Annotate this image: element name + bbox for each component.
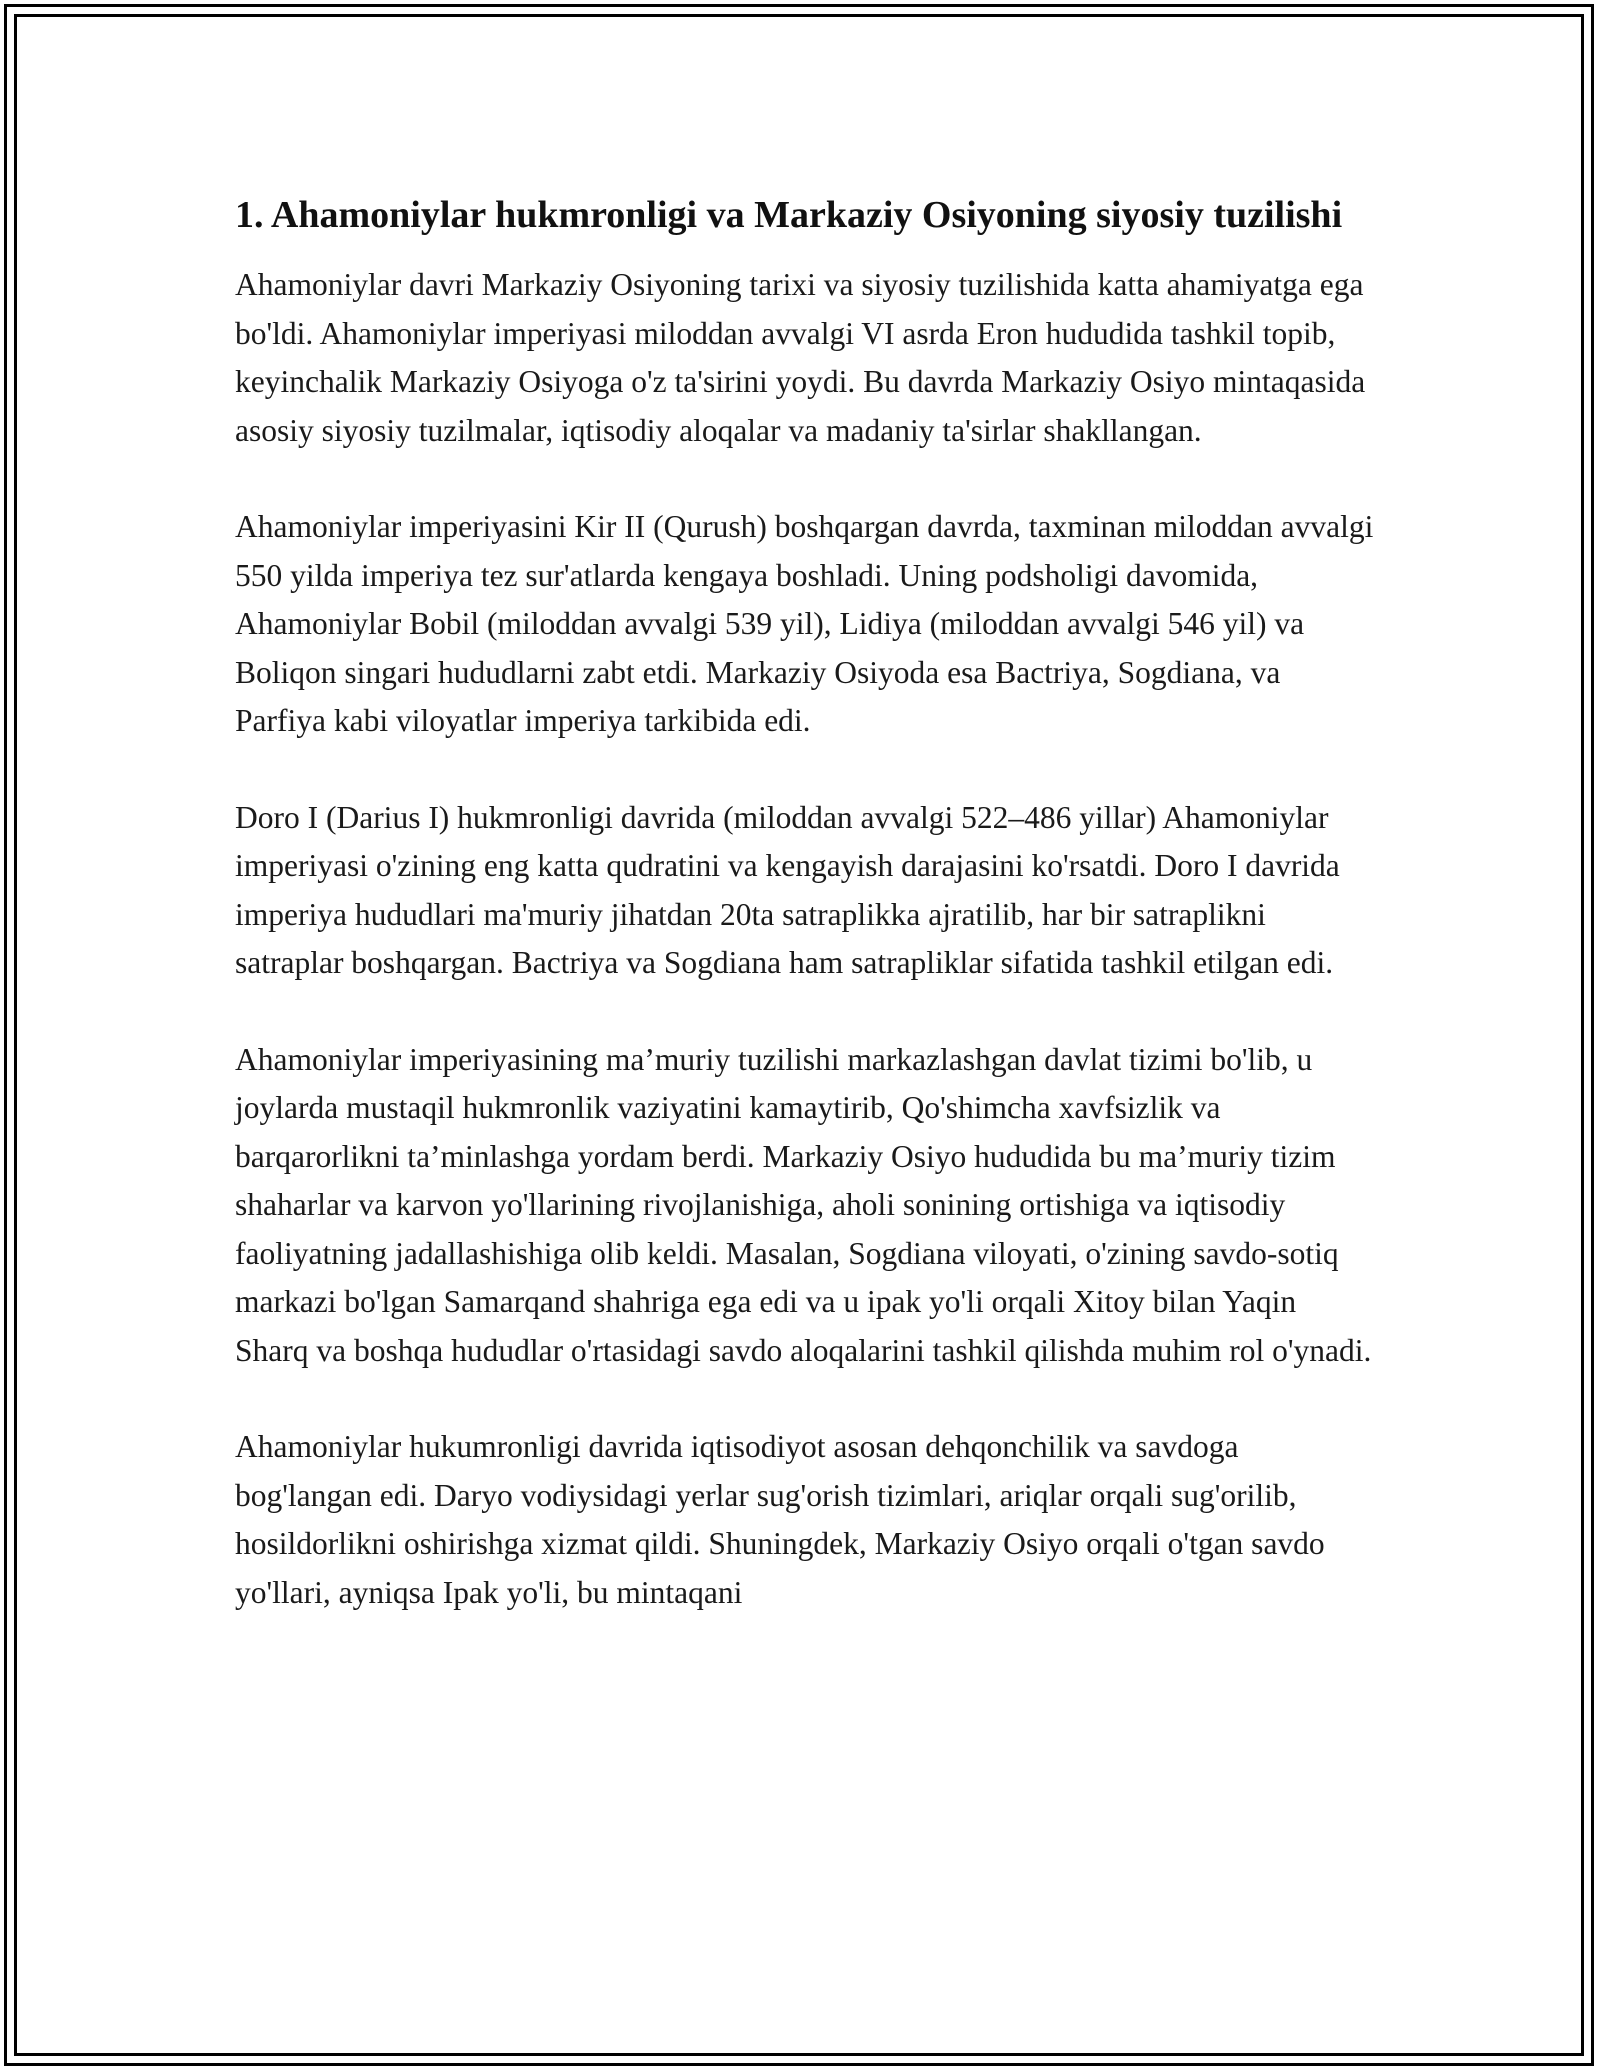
paragraph-3: Doro I (Darius I) hukmronligi davrida (miloddan avvalgi 522–486 yillar) Ahamoniylar imperiyasi o'zining eng katta qudratini va kengayish darajasini ko'rsatdi. Doro I davrida imperiya hududlari ma'muriy jihatdan 20ta satraplikka ajratilib, har bir satraplikni satraplar boshqargan. Bactriya va Sogdiana ham satrapliklar sifatida tashkil etilgan edi.: [235, 799, 1340, 980]
document-body: [235, 188, 1375, 1617]
paragraph-4: Ahamoniylar imperiyasining ma’muriy tuzilishi markazlashgan davlat tizimi bo'lib, u joylarda mustaqil hukmronlik vaziyatini kamaytirib, Qo'shimcha xavfsizlik va barqarorlikni ta’minlashga yordam berdi. Markaziy Osiyo hududida bu ma’muriy tizim shaharlar va karvon yo'llarining rivojlanishiga, aholi sonining ortishiga va iqtisodiy faoliyatning jadallashishiga olib keldi. Masalan, Sogdiana viloyati, o'zining savdo-sotiq markazi bo'lgan Samarqand shahriga ega edi va u ipak yo'li orqali Xitoy bilan Yaqin Sharq va boshqa hududlar o'rtasidagi savdo aloqalarini tashkil qilishda muhim rol o'ynadi.: [235, 1041, 1372, 1368]
paragraph-1: Ahamoniylar davri Markaziy Osiyoning tarixi va siyosiy tuzilishida katta ahamiyatga ega bo'ldi. Ahamoniylar imperiyasi miloddan avvalgi VI asrda Eron hududida tashkil topib, keyinchalik Markaziy Osiyoga o'z ta'sirini yoydi. Bu davrda Markaziy Osiyo mintaqasida asosiy siyosiy tuzilmalar, iqtisodiy aloqalar va madaniy ta'sirlar shakllangan.: [235, 267, 1366, 448]
paragraph-2: Ahamoniylar imperiyasini Kir II (Qurush) boshqargan davrda, taxminan miloddan avvalgi 550 yilda imperiya tez sur'atlarda kengaya boshladi. Uning podsholigi davomida, Ahamoniylar Bobil (miloddan avvalgi 539 yil), Lidiya (miloddan avvalgi 546 yil) va Boliqon singari hududlarni zabt etdi. Markaziy Osiyoda esa Bactriya, Sogdiana, va Parfiya kabi viloyatlar imperiya tarkibida edi.: [235, 509, 1374, 738]
section-heading: 1. Ahamoniylar hukmronligi va Markaziy Osiyoning siyosiy tuzilishi: [235, 194, 1343, 236]
paragraph-5: Ahamoniylar hukumronligi davrida iqtisodiyot asosan dehqonchilik va savdoga bog'langan edi. Daryo vodiysidagi yerlar sug'orish tizimlari, ariqlar orqali sug'orilib, hosildorlikni oshirishga xizmat qildi. Shuningdek, Markaziy Osiyo orqali o'tgan savdo yo'llari, ayniqsa Ipak yo'li, bu mintaqani: [235, 1429, 1325, 1610]
